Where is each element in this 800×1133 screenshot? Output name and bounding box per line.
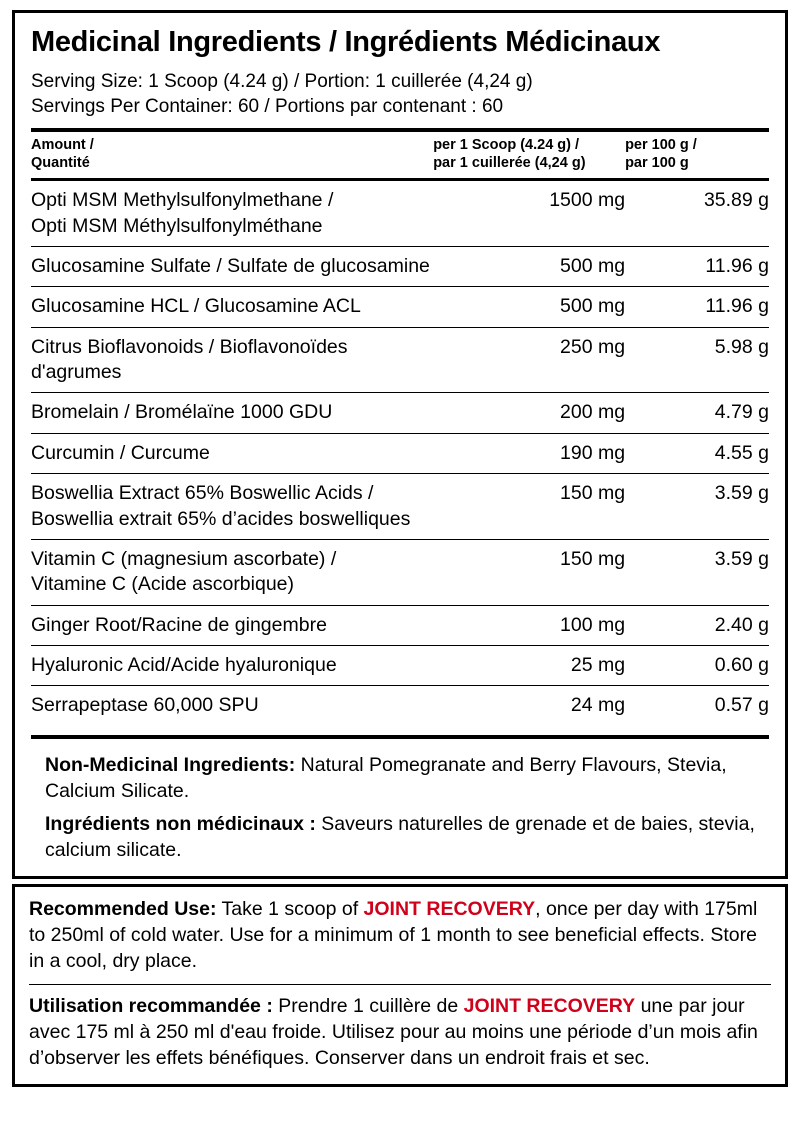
column-header-per-100g (625, 132, 769, 178)
column-header-amount (31, 132, 433, 178)
ingredients-table (31, 132, 769, 178)
non-medicinal-ingredients (31, 753, 769, 865)
table-row (31, 474, 769, 540)
non-medicinal-en (45, 753, 755, 805)
ingredient-per-100g: 0.57 g (625, 686, 769, 726)
brand-name-fr: JOINT RECOVERY (463, 994, 636, 1017)
column-header-per-100g-line2: par 100 g (625, 154, 689, 171)
ingredient-name: Glucosamine Sulfate / Sulfate de glucosamine (31, 247, 433, 287)
ingredient-name: Citrus Bioflavonoids / Bioflavonoïdes d'agrumes (31, 327, 433, 393)
recommended-use-en-text-after: , once per day with 175ml to 250ml of cold water. Use for a minimum of 1 month to see beneficial effects. Store in a cool, dry place. (29, 898, 758, 972)
ingredient-name (31, 181, 433, 246)
ingredient-name: Serrapeptase 60,000 SPU (31, 686, 433, 726)
medicinal-ingredients-panel (12, 10, 788, 879)
ingredient-per-serving: 250 mg (433, 327, 625, 393)
ingredient-name: Glucosamine HCL / Glucosamine ACL (31, 287, 433, 327)
non-medicinal-en-label: Non-Medicinal Ingredients: (45, 753, 296, 776)
table-row (31, 605, 769, 645)
ingredient-per-100g: 3.59 g (625, 539, 769, 605)
recommended-use-en-label: Recommended Use: (29, 898, 217, 920)
ingredient-per-100g: 2.40 g (625, 605, 769, 645)
ingredient-per-serving: 500 mg (433, 287, 625, 327)
ingredient-name-line1: Boswellia Extract 65% Boswellic Acids / (31, 482, 374, 505)
ingredient-name: Bromelain / Bromélaïne 1000 GDU (31, 393, 433, 433)
ingredient-per-100g: 11.96 g (625, 247, 769, 287)
ingredient-name-line2: Boswellia extrait 65% d’acides boswelliques (31, 507, 411, 530)
ingredient-name (31, 474, 433, 540)
page-title: Medicinal Ingredients / Ingrédients Médicinaux (31, 26, 661, 58)
brand-name-en: JOINT RECOVERY (363, 898, 536, 920)
non-medicinal-en-text: Natural Pomegranate and Berry Flavours, Stevia, Calcium Silicate. (45, 753, 727, 802)
ingredient-per-serving: 150 mg (433, 474, 625, 540)
table-row (31, 686, 769, 726)
ingredient-per-serving: 190 mg (433, 433, 625, 473)
ingredient-per-serving: 1500 mg (549, 189, 626, 212)
ingredient-per-100g: 5.98 g (625, 327, 769, 393)
ingredient-per-serving: 24 mg (433, 686, 625, 726)
recommended-use-fr-text-before: Prendre 1 cuillère de (272, 994, 464, 1017)
use-box-divider (29, 984, 771, 985)
ingredient-name: Curcumin / Curcume (31, 433, 433, 473)
ingredient-per-100g: 4.55 g (625, 433, 769, 473)
ingredient-name-line1: Opti MSM Methylsulfonylmethane / (31, 189, 334, 212)
recommended-use-fr-label: Utilisation recommandée : (29, 994, 273, 1017)
recommended-use-fr (29, 994, 771, 1072)
ingredient-per-serving: 500 mg (433, 247, 625, 287)
table-header-row (31, 132, 769, 178)
ingredients-rows-table (31, 181, 769, 725)
ingredient-name (31, 539, 433, 605)
ingredient-per-serving: 100 mg (433, 605, 625, 645)
column-header-per-100g-line1: per 100 g / (625, 137, 697, 154)
column-header-amount-line2: Quantité (31, 154, 90, 171)
table-row (31, 433, 769, 473)
recommended-use-fr-text-after: une par jour avec 175 ml à 250 ml d'eau froide. Utilisez pour au moins une période d’un mois afin d’observer les effets bénéfiques. Conserver dans un endroit frais et sec. (29, 994, 758, 1069)
ingredient-name: Hyaluronic Acid/Acide hyaluronique (31, 645, 433, 685)
ingredient-per-100g: 11.96 g (625, 287, 769, 327)
ingredient-name-line1: Vitamin C (magnesium ascorbate) / (31, 547, 337, 570)
ingredient-name-line2: Opti MSM Méthylsulfonylméthane (31, 214, 323, 237)
table-row (31, 247, 769, 287)
column-header-per-serving (433, 132, 625, 178)
table-row (31, 393, 769, 433)
column-header-per-serving-line2: par 1 cuillerée (4,24 g) (433, 154, 586, 171)
non-medicinal-fr (45, 812, 755, 864)
table-row (31, 287, 769, 327)
ingredient-per-100g: 4.79 g (625, 393, 769, 433)
ingredient-per-serving: 200 mg (433, 393, 625, 433)
ingredient-name: Ginger Root/Racine de gingembre (31, 605, 433, 645)
column-header-amount-line1: Amount / (31, 137, 94, 154)
recommended-use-en (29, 897, 771, 975)
table-row (31, 645, 769, 685)
recommended-use-en-text-before: Take 1 scoop of (216, 898, 364, 920)
ingredient-name-line2: Vitamine C (Acide ascorbique) (31, 573, 295, 596)
table-row (31, 327, 769, 393)
divider-heavy-bottom (31, 735, 769, 739)
ingredient-per-100g: 3.59 g (625, 474, 769, 540)
recommended-use-box (12, 884, 788, 1087)
servings-per-container-line: Servings Per Container: 60 / Portions par contenant : 60 (31, 95, 504, 117)
table-row (31, 181, 769, 246)
column-header-per-serving-line1: per 1 Scoop (4.24 g) / (433, 137, 580, 154)
non-medicinal-fr-label: Ingrédients non médicinaux : (45, 813, 316, 836)
table-row (31, 539, 769, 605)
serving-size-line: Serving Size: 1 Scoop (4.24 g) / Portion: 1 cuillerée (4,24 g) (31, 70, 533, 92)
ingredient-per-serving: 25 mg (433, 645, 625, 685)
non-medicinal-fr-text: Saveurs naturelles de grenade et de baies, stevia, calcium silicate. (45, 813, 755, 862)
ingredient-per-serving: 150 mg (433, 539, 625, 605)
ingredient-per-100g: 0.60 g (625, 645, 769, 685)
ingredient-per-100g: 35.89 g (703, 189, 769, 212)
